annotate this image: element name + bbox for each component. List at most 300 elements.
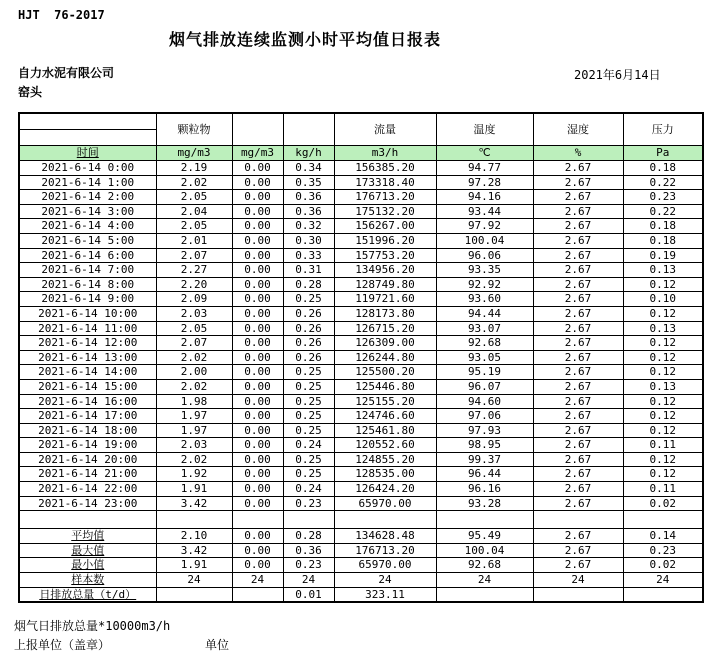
value-cell: 2.19	[156, 161, 232, 176]
value-cell: 93.05	[436, 350, 533, 365]
value-cell: 92.68	[436, 558, 533, 573]
value-cell: 0.12	[623, 306, 703, 321]
group-header-row	[19, 113, 703, 130]
value-cell: 2.02	[156, 379, 232, 394]
value-cell: 125155.20	[334, 394, 436, 409]
value-cell: 1.91	[156, 482, 232, 497]
value-cell: 0.00	[232, 423, 283, 438]
value-cell: 0.19	[623, 248, 703, 263]
time-column-header: 时间	[19, 146, 156, 161]
value-cell: 173318.40	[334, 175, 436, 190]
value-cell: 0.00	[232, 306, 283, 321]
value-cell: 0.00	[232, 496, 283, 511]
value-cell: 0.00	[232, 379, 283, 394]
value-cell: 2.27	[156, 263, 232, 278]
value-cell: 0.25	[283, 365, 334, 380]
value-cell: 93.35	[436, 263, 533, 278]
time-cell: 2021-6-14 21:00	[19, 467, 156, 482]
value-cell: 0.25	[283, 379, 334, 394]
value-cell: 0.12	[623, 394, 703, 409]
time-cell: 2021-6-14 2:00	[19, 190, 156, 205]
value-cell: 24	[623, 573, 703, 588]
value-cell: 2.07	[156, 336, 232, 351]
time-cell: 2021-6-14 9:00	[19, 292, 156, 307]
value-cell: 0.00	[232, 204, 283, 219]
value-cell: 0.25	[283, 452, 334, 467]
time-cell: 2021-6-14 6:00	[19, 248, 156, 263]
spacer-cell	[232, 511, 283, 529]
value-cell: 128749.80	[334, 277, 436, 292]
value-cell	[156, 587, 232, 602]
value-cell: 0.18	[623, 233, 703, 248]
value-cell: 0.00	[232, 161, 283, 176]
value-cell: 176713.20	[334, 543, 436, 558]
page-title: 烟气排放连续监测小时平均值日报表	[168, 30, 441, 49]
time-cell: 2021-6-14 14:00	[19, 365, 156, 380]
value-cell: 2.04	[156, 204, 232, 219]
value-cell: 2.67	[533, 248, 623, 263]
value-cell: 0.12	[623, 350, 703, 365]
table-row	[19, 233, 703, 248]
value-cell: 0.00	[232, 277, 283, 292]
company-name: 自力水泥有限公司	[18, 66, 115, 80]
table-row	[19, 467, 703, 482]
value-cell: 126715.20	[334, 321, 436, 336]
value-cell: 2.09	[156, 292, 232, 307]
value-cell: 94.77	[436, 161, 533, 176]
value-cell: 2.67	[533, 263, 623, 278]
value-cell: 0.00	[232, 543, 283, 558]
value-cell: 93.60	[436, 292, 533, 307]
value-cell: 2.67	[533, 423, 623, 438]
value-cell: 0.00	[232, 394, 283, 409]
value-cell: 0.13	[623, 321, 703, 336]
value-cell: 0.30	[283, 233, 334, 248]
value-cell: 2.67	[533, 292, 623, 307]
value-cell: 0.13	[623, 263, 703, 278]
value-cell: 0.02	[623, 496, 703, 511]
value-cell: 2.67	[533, 204, 623, 219]
time-cell: 2021-6-14 18:00	[19, 423, 156, 438]
table-row	[19, 161, 703, 176]
value-cell: 2.67	[533, 336, 623, 351]
value-cell: 93.28	[436, 496, 533, 511]
time-cell: 2021-6-14 15:00	[19, 379, 156, 394]
value-cell: 2.02	[156, 452, 232, 467]
col-header-temperature: 温度	[436, 113, 533, 146]
table-row	[19, 190, 703, 205]
value-cell: 2.67	[533, 452, 623, 467]
value-cell: 2.67	[533, 321, 623, 336]
time-cell: 2021-6-14 1:00	[19, 175, 156, 190]
value-cell: 0.10	[623, 292, 703, 307]
value-cell: 0.18	[623, 219, 703, 234]
value-cell: 128535.00	[334, 467, 436, 482]
value-cell: 134956.20	[334, 263, 436, 278]
value-cell: 0.00	[232, 248, 283, 263]
table-row	[19, 543, 703, 558]
value-cell: 92.68	[436, 336, 533, 351]
unit-header-row	[19, 146, 703, 161]
monitor-point-label: 窑头	[18, 85, 43, 99]
value-cell: 98.95	[436, 438, 533, 453]
value-cell: 1.98	[156, 394, 232, 409]
value-cell: 2.67	[533, 558, 623, 573]
spacer-cell	[623, 511, 703, 529]
value-cell: 2.67	[533, 543, 623, 558]
value-cell: 0.24	[283, 438, 334, 453]
value-cell: 24	[156, 573, 232, 588]
value-cell: 128173.80	[334, 306, 436, 321]
value-cell: 24	[232, 573, 283, 588]
col-header-empty-2	[283, 113, 334, 146]
value-cell	[533, 587, 623, 602]
value-cell: 96.44	[436, 467, 533, 482]
value-cell: 0.00	[232, 365, 283, 380]
value-cell: 24	[283, 573, 334, 588]
table-row	[19, 321, 703, 336]
value-cell: 0.25	[283, 394, 334, 409]
value-cell: 1.92	[156, 467, 232, 482]
value-cell: 1.97	[156, 423, 232, 438]
value-cell: 0.31	[283, 263, 334, 278]
value-cell: 2.67	[533, 379, 623, 394]
value-cell: 0.00	[232, 233, 283, 248]
table-row	[19, 409, 703, 424]
value-cell: 3.42	[156, 496, 232, 511]
value-cell: 97.06	[436, 409, 533, 424]
value-cell: 157753.20	[334, 248, 436, 263]
value-cell: 97.93	[436, 423, 533, 438]
table-row	[19, 558, 703, 573]
value-cell: 156385.20	[334, 161, 436, 176]
header-rows	[19, 113, 703, 161]
value-cell: 95.19	[436, 365, 533, 380]
unit-cell-pa: Pa	[623, 146, 703, 161]
value-cell: 2.20	[156, 277, 232, 292]
value-cell: 2.67	[533, 409, 623, 424]
value-cell: 0.11	[623, 438, 703, 453]
value-cell: 0.12	[623, 409, 703, 424]
spacer-cell	[19, 511, 156, 529]
value-cell: 0.12	[623, 277, 703, 292]
value-cell: 0.26	[283, 306, 334, 321]
summary-label-cell: 日排放总量（t/d）	[19, 587, 156, 602]
spacer-cell	[334, 511, 436, 529]
value-cell: 0.22	[623, 204, 703, 219]
value-cell: 2.67	[533, 175, 623, 190]
value-cell: 0.23	[283, 558, 334, 573]
spacer-row	[19, 511, 703, 529]
col-header-pressure: 压力	[623, 113, 703, 146]
summary-label-cell: 最小值	[19, 558, 156, 573]
value-cell: 94.16	[436, 190, 533, 205]
value-cell: 2.67	[533, 482, 623, 497]
spacer-cell	[156, 511, 232, 529]
value-cell: 2.10	[156, 529, 232, 544]
value-cell: 2.67	[533, 233, 623, 248]
value-cell: 24	[533, 573, 623, 588]
table-row	[19, 365, 703, 380]
table-row	[19, 292, 703, 307]
value-cell: 92.92	[436, 277, 533, 292]
value-cell: 0.28	[283, 277, 334, 292]
spacer-cell	[283, 511, 334, 529]
value-cell: 24	[334, 573, 436, 588]
summary-rows	[19, 529, 703, 602]
value-cell: 65970.00	[334, 496, 436, 511]
empty-corner-cell-top	[19, 113, 156, 130]
time-cell: 2021-6-14 13:00	[19, 350, 156, 365]
value-cell: 97.92	[436, 219, 533, 234]
value-cell: 0.00	[232, 482, 283, 497]
value-cell: 0.00	[232, 321, 283, 336]
value-cell: 0.12	[623, 452, 703, 467]
table-row	[19, 175, 703, 190]
value-cell: 0.00	[232, 409, 283, 424]
table-row	[19, 277, 703, 292]
value-cell: 2.67	[533, 438, 623, 453]
time-cell: 2021-6-14 20:00	[19, 452, 156, 467]
unit-cell-celsius: ℃	[436, 146, 533, 161]
value-cell: 2.02	[156, 350, 232, 365]
value-cell: 3.42	[156, 543, 232, 558]
value-cell: 175132.20	[334, 204, 436, 219]
value-cell: 2.67	[533, 277, 623, 292]
value-cell: 2.67	[533, 394, 623, 409]
value-cell: 0.25	[283, 292, 334, 307]
value-cell: 0.01	[283, 587, 334, 602]
value-cell: 125500.20	[334, 365, 436, 380]
value-cell: 0.18	[623, 161, 703, 176]
time-cell: 2021-6-14 4:00	[19, 219, 156, 234]
value-cell: 1.91	[156, 558, 232, 573]
value-cell: 0.23	[283, 496, 334, 511]
value-cell: 100.04	[436, 233, 533, 248]
value-cell: 134628.48	[334, 529, 436, 544]
time-cell: 2021-6-14 8:00	[19, 277, 156, 292]
table-row	[19, 529, 703, 544]
value-cell: 0.36	[283, 190, 334, 205]
report-date: 2021年6月14日	[574, 68, 661, 82]
table-row	[19, 336, 703, 351]
value-cell: 0.00	[232, 175, 283, 190]
value-cell: 97.28	[436, 175, 533, 190]
value-cell: 2.67	[533, 496, 623, 511]
value-cell: 0.23	[623, 190, 703, 205]
value-cell: 0.32	[283, 219, 334, 234]
value-cell: 2.67	[533, 190, 623, 205]
value-cell: 126309.00	[334, 336, 436, 351]
value-cell: 0.35	[283, 175, 334, 190]
value-cell: 0.00	[232, 292, 283, 307]
value-cell: 96.16	[436, 482, 533, 497]
value-cell: 125446.80	[334, 379, 436, 394]
time-cell: 2021-6-14 12:00	[19, 336, 156, 351]
value-cell: 0.11	[623, 482, 703, 497]
doc-standard-code: HJT 76-2017	[18, 8, 105, 22]
value-cell: 126244.80	[334, 350, 436, 365]
spacer-cell	[533, 511, 623, 529]
table-row	[19, 587, 703, 602]
table-row	[19, 573, 703, 588]
value-cell: 2.05	[156, 321, 232, 336]
value-cell: 24	[436, 573, 533, 588]
value-cell: 125461.80	[334, 423, 436, 438]
time-cell: 2021-6-14 10:00	[19, 306, 156, 321]
flow-total-note: 烟气日排放总量*10000m3/h	[14, 619, 171, 633]
value-cell: 2.05	[156, 219, 232, 234]
value-cell: 94.44	[436, 306, 533, 321]
table-row	[19, 263, 703, 278]
time-cell: 2021-6-14 7:00	[19, 263, 156, 278]
value-cell: 99.37	[436, 452, 533, 467]
unit-cell-mgm3-1: mg/m3	[156, 146, 232, 161]
value-cell: 0.00	[232, 529, 283, 544]
value-cell: 0.12	[623, 467, 703, 482]
value-cell: 2.03	[156, 438, 232, 453]
value-cell: 2.67	[533, 350, 623, 365]
value-cell: 0.26	[283, 321, 334, 336]
empty-corner-cell-bottom	[19, 130, 156, 146]
value-cell: 1.97	[156, 409, 232, 424]
value-cell: 65970.00	[334, 558, 436, 573]
table-row	[19, 248, 703, 263]
table-row	[19, 394, 703, 409]
unit-cell-mgm3-2: mg/m3	[232, 146, 283, 161]
table-row	[19, 306, 703, 321]
data-rows	[19, 161, 703, 511]
unit-cell-percent: %	[533, 146, 623, 161]
value-cell: 151996.20	[334, 233, 436, 248]
col-header-empty-1	[232, 113, 283, 146]
value-cell: 0.12	[623, 365, 703, 380]
spacer-section	[19, 511, 703, 529]
value-cell: 100.04	[436, 543, 533, 558]
time-cell: 2021-6-14 19:00	[19, 438, 156, 453]
table-row	[19, 350, 703, 365]
value-cell: 0.00	[232, 263, 283, 278]
time-cell: 2021-6-14 0:00	[19, 161, 156, 176]
value-cell: 0.00	[232, 350, 283, 365]
value-cell: 0.26	[283, 336, 334, 351]
value-cell: 2.67	[533, 161, 623, 176]
col-header-humidity: 湿度	[533, 113, 623, 146]
value-cell: 2.67	[533, 365, 623, 380]
value-cell: 0.12	[623, 423, 703, 438]
value-cell: 124855.20	[334, 452, 436, 467]
value-cell: 2.67	[533, 467, 623, 482]
time-cell: 2021-6-14 5:00	[19, 233, 156, 248]
value-cell: 176713.20	[334, 190, 436, 205]
value-cell: 2.67	[533, 219, 623, 234]
time-cell: 2021-6-14 16:00	[19, 394, 156, 409]
value-cell: 0.02	[623, 558, 703, 573]
table-row	[19, 438, 703, 453]
col-header-particulate: 颗粒物	[156, 113, 232, 146]
table-row	[19, 204, 703, 219]
value-cell: 0.14	[623, 529, 703, 544]
value-cell: 2.05	[156, 190, 232, 205]
value-cell: 0.28	[283, 529, 334, 544]
value-cell: 0.00	[232, 452, 283, 467]
value-cell: 2.02	[156, 175, 232, 190]
value-cell: 0.00	[232, 219, 283, 234]
value-cell	[623, 587, 703, 602]
value-cell: 0.13	[623, 379, 703, 394]
table-row	[19, 423, 703, 438]
table-row	[19, 379, 703, 394]
unit-label: 单位	[205, 638, 230, 652]
value-cell: 0.26	[283, 350, 334, 365]
time-cell: 2021-6-14 3:00	[19, 204, 156, 219]
unit-cell-m3h: m3/h	[334, 146, 436, 161]
value-cell: 2.67	[533, 529, 623, 544]
value-cell: 96.07	[436, 379, 533, 394]
value-cell: 0.00	[232, 467, 283, 482]
table-row	[19, 496, 703, 511]
value-cell: 119721.60	[334, 292, 436, 307]
value-cell: 0.25	[283, 423, 334, 438]
table-row	[19, 219, 703, 234]
value-cell: 0.25	[283, 467, 334, 482]
value-cell: 0.23	[623, 543, 703, 558]
value-cell: 95.49	[436, 529, 533, 544]
table-row	[19, 452, 703, 467]
value-cell: 96.06	[436, 248, 533, 263]
col-header-flow: 流量	[334, 113, 436, 146]
time-cell: 2021-6-14 17:00	[19, 409, 156, 424]
value-cell: 0.00	[232, 438, 283, 453]
summary-label-cell: 样本数	[19, 573, 156, 588]
summary-label-cell: 最大值	[19, 543, 156, 558]
value-cell: 0.00	[232, 558, 283, 573]
monitoring-data-table	[18, 112, 704, 603]
value-cell: 94.60	[436, 394, 533, 409]
value-cell: 2.67	[533, 306, 623, 321]
value-cell: 0.22	[623, 175, 703, 190]
value-cell: 2.00	[156, 365, 232, 380]
time-cell: 2021-6-14 23:00	[19, 496, 156, 511]
value-cell: 0.25	[283, 409, 334, 424]
value-cell: 0.24	[283, 482, 334, 497]
value-cell: 2.03	[156, 306, 232, 321]
value-cell	[232, 587, 283, 602]
value-cell: 0.34	[283, 161, 334, 176]
value-cell: 0.00	[232, 190, 283, 205]
value-cell	[436, 587, 533, 602]
value-cell: 93.44	[436, 204, 533, 219]
value-cell: 0.36	[283, 204, 334, 219]
table-row	[19, 482, 703, 497]
value-cell: 126424.20	[334, 482, 436, 497]
value-cell: 2.01	[156, 233, 232, 248]
reporting-unit-stamp-label: 上报单位（盖章）	[14, 638, 111, 652]
value-cell: 124746.60	[334, 409, 436, 424]
value-cell: 0.36	[283, 543, 334, 558]
value-cell: 0.33	[283, 248, 334, 263]
value-cell: 0.12	[623, 336, 703, 351]
summary-label-cell: 平均值	[19, 529, 156, 544]
time-cell: 2021-6-14 11:00	[19, 321, 156, 336]
value-cell: 156267.00	[334, 219, 436, 234]
value-cell: 0.00	[232, 336, 283, 351]
spacer-cell	[436, 511, 533, 529]
value-cell: 93.07	[436, 321, 533, 336]
value-cell: 323.11	[334, 587, 436, 602]
time-cell: 2021-6-14 22:00	[19, 482, 156, 497]
value-cell: 120552.60	[334, 438, 436, 453]
